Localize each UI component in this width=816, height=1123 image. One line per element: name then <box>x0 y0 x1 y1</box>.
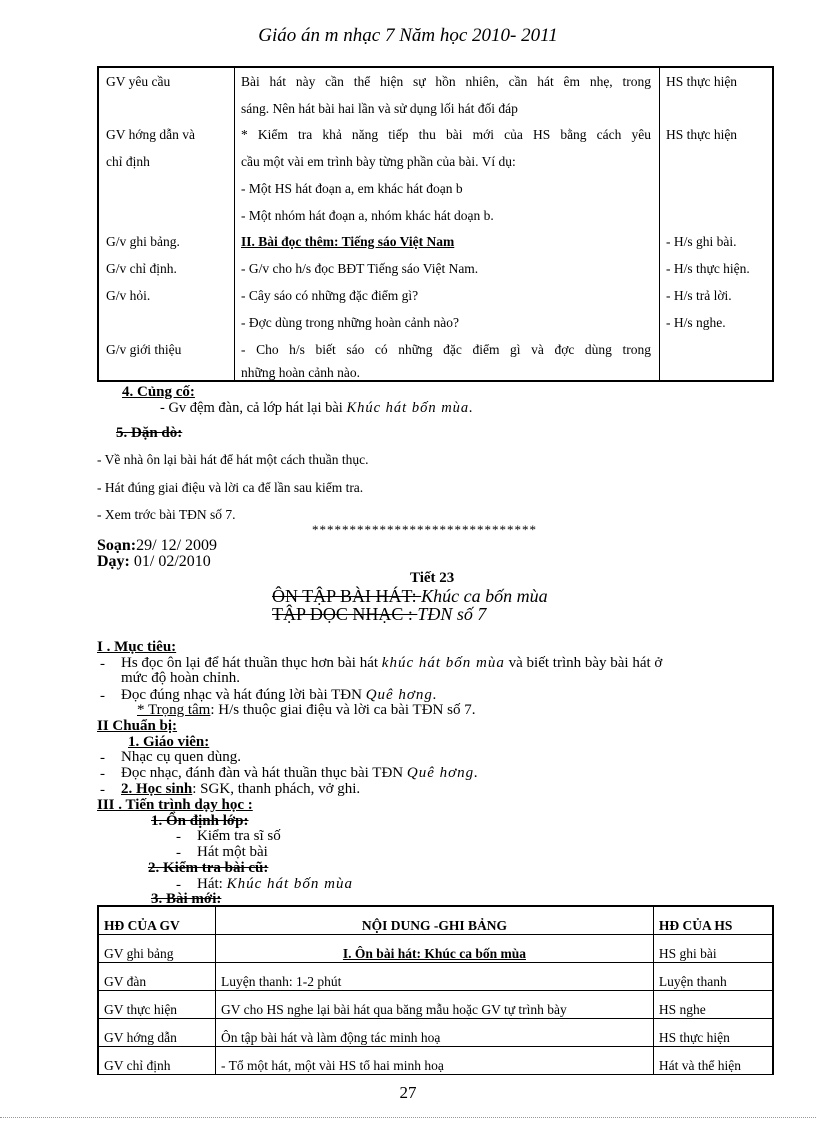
table-divider <box>234 68 235 380</box>
chuanbi-line: Đọc nhạc, đánh đàn và hát thuần thục bài TĐN Quê hơng. <box>121 765 479 781</box>
page-number: 27 <box>399 1083 417 1102</box>
ktbc-title: 2. Kiểm tra bài cũ: <box>148 860 269 876</box>
table-cell: * Kiểm tra khả năng tiếp thu bài mới của HS bằng cách yêu <box>241 127 651 142</box>
cungco-line: - Gv đệm đàn, cả lớp hát lại bài Khúc hát bốn mùa. <box>160 400 474 416</box>
table-cell: những hoàn cảnh nào. <box>241 365 361 380</box>
table-cell: GV đàn <box>98 963 216 991</box>
header-cell: NỘI DUNG -GHI BẢNG <box>216 906 654 935</box>
chuanbi-line: Nhạc cụ quen dùng. <box>121 749 241 765</box>
section-heading: II. Bài đọc thêm: Tiếng sáo Việt Nam <box>241 234 455 249</box>
chuanbi-hocsinh: 2. Học sinh: SGK, thanh phách, vở ghi. <box>121 781 361 797</box>
table-cell: HS thực hiện <box>653 1019 773 1047</box>
muctieu-line: Hs đọc ôn lại để hát thuần thục hơn bài hát khúc hát bốn mùa và biết trình bày bài hát ở <box>121 655 663 671</box>
muctieu-line: Đọc đúng nhạc và hát đúng lời bài TĐN Quê hơng. <box>121 687 438 703</box>
table-cell: GV chỉ định <box>98 1047 216 1075</box>
separator-stars: ****************************** <box>312 522 537 537</box>
table-cell: GV yêu cầu <box>106 74 171 89</box>
table-cell: GV hớng dẫn <box>98 1019 216 1047</box>
table-cell: GV cho HS nghe lại bài hát qua băng mẫu hoặc GV tự trình bày <box>216 991 654 1019</box>
section-title-cungco: 4. Củng cố: <box>122 384 195 400</box>
bullet-dash: - <box>100 656 105 672</box>
table-row <box>98 935 773 963</box>
bullet-dash: - <box>176 845 181 861</box>
table-cell: G/v hỏi. <box>106 288 151 303</box>
baimoi-title: 3. Bài mới: <box>151 891 222 907</box>
table-cell: GV ghi bảng <box>98 935 216 963</box>
table-cell: cầu một vài em trình bày từng phần của bài. Ví dụ: <box>241 154 516 169</box>
dando-line: - Về nhà ôn lại bài hát để hát một cách thuần thục. <box>97 452 369 467</box>
bullet-dash: - <box>176 829 181 845</box>
header-cell: HĐ CỦA GV <box>98 906 216 935</box>
table-cell: - H/s ghi bài. <box>666 234 737 249</box>
table-cell: HS thực hiện <box>666 127 738 142</box>
table-row <box>98 991 773 1019</box>
table-cell: - H/s trả lời. <box>666 288 732 303</box>
table-row <box>98 963 773 991</box>
table-cell: - H/s thực hiện. <box>666 261 750 276</box>
table-cell: - Tổ một hát, một vài HS tổ hai minh hoạ <box>216 1047 654 1075</box>
bullet-dash: - <box>100 766 105 782</box>
bullet-dash: - <box>100 750 105 766</box>
page-header: Giáo án m nhạc 7 Năm học 2010- 2011 <box>258 25 558 46</box>
table-cell: - Cây sáo có những đặc điểm gì? <box>241 288 419 303</box>
table-cell: Bài hát này cần thể hiện sự hồn nhiên, cần hát êm nhẹ, trong <box>241 74 651 89</box>
bullet-dash: - <box>100 782 105 798</box>
table-cell: Hát và thể hiện <box>653 1047 773 1075</box>
table-cell: - Một HS hát đoạn a, em khác hát đoạn b <box>241 181 463 196</box>
bullet-dash: - <box>176 877 181 893</box>
table-cell: HS ghi bài <box>653 935 773 963</box>
table-cell: GV thực hiện <box>98 991 216 1019</box>
ktbc-line: Hát: Khúc hát bốn mùa <box>197 876 353 892</box>
table-header-row <box>98 906 773 935</box>
section-title-dando: 5. Dặn dò: <box>116 425 183 441</box>
table-cell: - Cho h/s biết sáo có những đặc điểm gì và đợc dùng trong <box>241 342 651 357</box>
table-cell: I. Ôn bài hát: Khúc ca bốn mùa <box>216 935 654 963</box>
page-edge <box>0 1117 816 1118</box>
section-chuanbi: II Chuẩn bị: <box>97 718 178 734</box>
header-cell: HĐ CỦA HS <box>653 906 773 935</box>
table-cell <box>241 228 651 255</box>
lesson-title-1: ÔN TẬP BÀI HÁT: Khúc ca bốn mùa <box>272 586 548 606</box>
ondinh-title: 1. Ổn định lớp: <box>151 813 249 829</box>
ondinh-line: Kiểm tra sĩ số <box>197 828 281 844</box>
table-row <box>98 1047 773 1075</box>
muctieu-trongtam: * Trọng tâm: H/s thuộc giai điệu và lời ca bài TĐN số 7. <box>137 702 476 718</box>
soan-date: Soạn:29/ 12/ 2009 <box>97 537 218 554</box>
lesson-title-2: TẬP ĐỌC NHẠC : TĐN số 7 <box>272 604 487 624</box>
table-cell: chỉ định <box>106 154 150 169</box>
activity-table-2 <box>97 905 774 1075</box>
dando-line: - Hát đúng giai điệu và lời ca để lần sau kiểm tra. <box>97 480 364 495</box>
table-cell: Luyện thanh <box>653 963 773 991</box>
table-cell: sáng. Nên hát bài hai lần và sử dụng lối hát đối đáp <box>241 101 518 116</box>
bullet-dash: - <box>100 688 105 704</box>
table-cell: - H/s nghe. <box>666 315 726 330</box>
table-cell: - Một nhóm hát đoạn a, nhóm khác hát doạn b. <box>241 208 494 223</box>
table-cell: G/v ghi bảng. <box>106 234 180 249</box>
table-row <box>98 1019 773 1047</box>
table-cell: Luyện thanh: 1-2 phút <box>216 963 654 991</box>
day-date: Dạy: 01/ 02/2010 <box>97 553 211 570</box>
table-cell: GV hớng dẫn và <box>106 127 196 142</box>
table-cell: Ôn tập bài hát và làm động tác minh hoạ <box>216 1019 654 1047</box>
ondinh-line: Hát một bài <box>197 844 268 860</box>
section-tientrinh: III . Tiến trình dạy học : <box>97 797 253 813</box>
activity-table-1 <box>97 66 774 382</box>
table-cell: G/v giới thiệu <box>106 342 182 357</box>
table-cell: HS nghe <box>653 991 773 1019</box>
table-cell: - G/v cho h/s đọc BĐT Tiếng sáo Việt Nam. <box>241 261 479 276</box>
table-cell: - Đợc dùng trong những hoàn cảnh nào? <box>241 315 460 330</box>
table-divider <box>659 68 660 380</box>
dando-line: - Xem trớc bài TĐN số 7. <box>97 507 236 522</box>
chuanbi-giaovien: 1. Giáo viên: <box>128 734 210 750</box>
muctieu-line: mức độ hoàn chỉnh. <box>121 670 240 686</box>
lesson-number: Tiết 23 <box>410 570 455 586</box>
section-muctieu: I . Mục tiêu: <box>97 639 177 655</box>
table-cell: HS thực hiện <box>666 74 738 89</box>
table-cell: G/v chỉ định. <box>106 261 177 276</box>
